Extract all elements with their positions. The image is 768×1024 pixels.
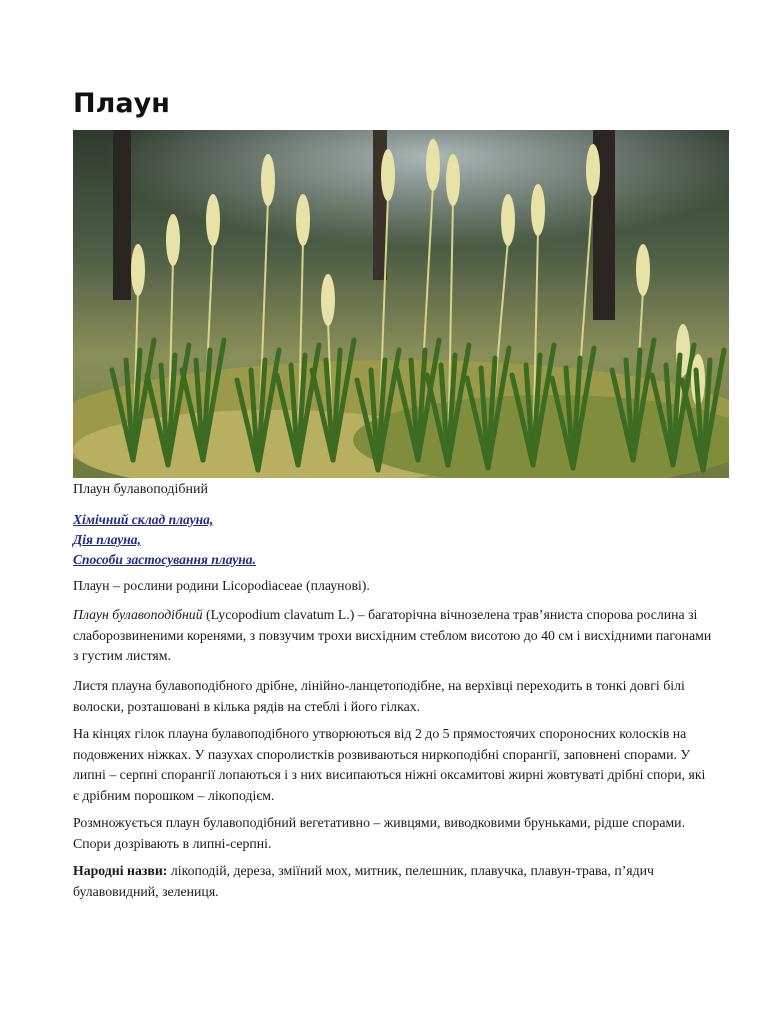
description-text: (Lycopodium clavatum L.) – багаторічна вічнозелена трав’яниста спорова рослина зі слаборозвиненими коренями, з повзучим трохи висхідним стеблом висотою до 40 см і висхідними пагонами з густим листям. [73, 607, 712, 663]
clubmoss-photo [73, 130, 729, 478]
paragraph-family: Плаун – рослини родини Licopodiaceae (плаунові). [73, 578, 370, 593]
link-usage-methods[interactable]: Способи застосування плауна. [73, 552, 256, 567]
paragraph-spores: На кінцях гілок плауна булавоподібного утворюються від 2 до 5 прямостоячих спороносних колосків на подовжених ніжках. У пазухах споролистків розвиваються ниркоподібні спорангії, заповнені спорами. У липні – серпні спорангії лопаються і з них висипаються ніжні оксамитові жирні жовтуваті дрібні спори, які є дрібним порошком – лікоподієм. [73, 726, 706, 803]
species-name: Плаун булавоподібний [73, 607, 203, 622]
related-links [73, 510, 256, 570]
folk-names-label: Народні назви: [73, 863, 168, 878]
paragraph-reproduction: Розмножується плаун булавоподібний вегетативно – живцями, виводковими бруньками, рідше спорами. Спори дозрівають в липні-серпні. [73, 815, 686, 851]
paragraph-description [73, 605, 713, 667]
paragraph-leaves: Листя плауна булавоподібного дрібне, лінійно-ланцетоподібне, на верхівці переходить в тонкі довгі білі волоски, розташовані в кілька рядів на стеблі і його гілках. [73, 678, 685, 714]
image-caption: Плаун булавоподібний [73, 482, 208, 497]
link-chemical-composition[interactable]: Хімічний склад плауна, [73, 512, 214, 527]
page-title: Плаун [73, 88, 170, 119]
paragraph-folk-names [73, 861, 713, 902]
link-action[interactable]: Дія плауна, [73, 532, 141, 547]
folk-names-text: лікоподій, дереза, зміїний мох, митник, пелешник, плавучка, плавун-трава, п’ядич булавовидний, зелениця. [73, 863, 654, 899]
